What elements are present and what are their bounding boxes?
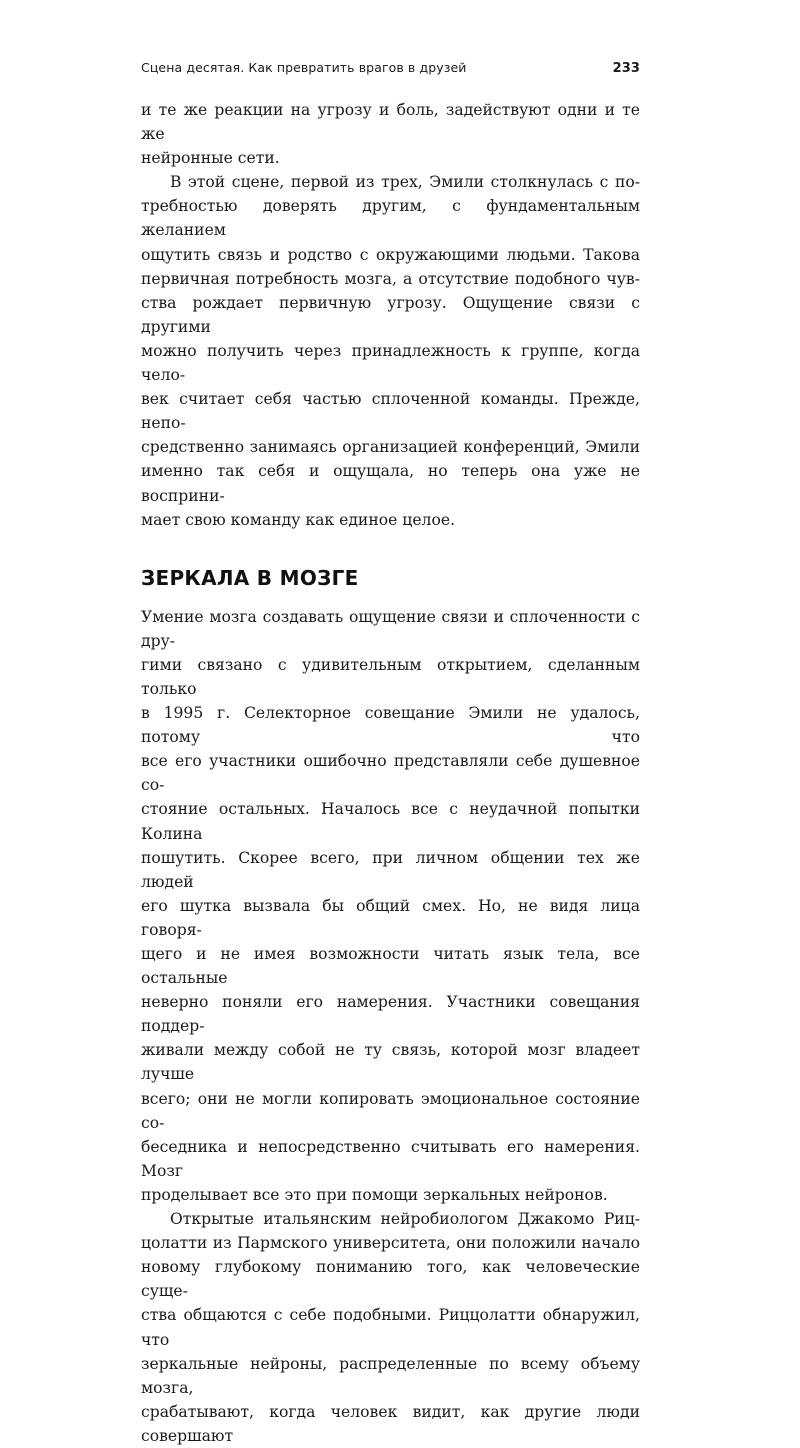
text-line: и те же реакции на угрозу и боль, задействуют одни и те же [141, 101, 640, 144]
text-line: неверно поняли его намерения. Участники совещания поддер- [141, 993, 640, 1036]
paragraph-2 [141, 170, 640, 531]
chapter-title: Сцена десятая. Как превратить врагов в друзей [141, 60, 467, 75]
text-line: беседника и непосредственно считывать его намерения. Мозг [141, 1137, 640, 1180]
text-line: мает свою команду как единое целое. [141, 510, 456, 529]
text-line: можно получить через принадлежность к группе, когда чело- [141, 341, 640, 385]
body-text [141, 98, 640, 1448]
section-heading: ЗЕРКАЛА В МОЗГЕ [141, 565, 359, 590]
text-line: первичная потребность мозга, а отсутствие подобного чув- [141, 269, 640, 288]
text-line: нейронные сети. [141, 149, 280, 168]
text-line: гими связано с удивительным открытием, сделанным только [141, 655, 640, 698]
text-line: век считает себя частью сплоченной команды. Прежде, непо- [141, 390, 640, 433]
text-line: именно так себя и ощущала, но теперь она уже не восприни- [141, 462, 640, 505]
text-line: В этой сцене, первой из трех, Эмили столкнулась с по- [170, 173, 640, 192]
text-line: стояние остальных. Началось все с неудачной попытки Колина [141, 800, 640, 843]
text-line: щего и не имея возможности читать язык тела, все остальные [141, 945, 640, 988]
text-line: зеркальные нейроны, распределенные по всему объему мозга, [141, 1354, 640, 1397]
text-line: все его участники ошибочно представляли себе душевное со- [141, 752, 640, 795]
paragraph-1 [141, 98, 640, 170]
text-line: Открытые итальянским нейробиологом Джакомо Риц- [170, 1210, 640, 1229]
running-header [141, 60, 640, 76]
paragraph-4 [141, 1207, 640, 1448]
page-number: 233 [612, 61, 640, 76]
text-line: его шутка вызвала бы общий смех. Но, не видя лица говоря- [141, 896, 640, 939]
text-line: живали между собой не ту связь, которой мозг владеет лучше [141, 1041, 640, 1084]
text-line: ства рождает первичную угрозу. Ощущение связи с другими [141, 293, 640, 336]
text-line: требностью доверять другим, с фундаментальным желанием [141, 197, 640, 240]
text-line: ощутить связь и родство с окружающими людьми. Такова [141, 245, 640, 264]
text-line: цолатти из Пармского университета, они положили начало [141, 1234, 640, 1253]
text-line: средственно занимаясь организацией конференций, Эмили [141, 438, 640, 457]
paragraph-3 [141, 605, 640, 1207]
text-line: ства общаются с себе подобными. Риццолатти обнаружил, что [141, 1306, 640, 1349]
text-line: в 1995 г. Селекторное совещание Эмили не удалось, потому что [141, 704, 640, 747]
text-line: срабатывают, когда человек видит, как другие люди совершают [141, 1402, 640, 1445]
text-line: всего; они не могли копировать эмоциональное состояние со- [141, 1089, 640, 1132]
text-line: Умение мозга создавать ощущение связи и сплоченности с дру- [141, 607, 640, 650]
text-line: проделывает все это при помощи зеркальных нейронов. [141, 1185, 608, 1204]
text-line: новому глубокому пониманию того, как человеческие суще- [141, 1258, 640, 1301]
text-line: пошутить. Скорее всего, при личном общении тех же людей [141, 848, 640, 891]
